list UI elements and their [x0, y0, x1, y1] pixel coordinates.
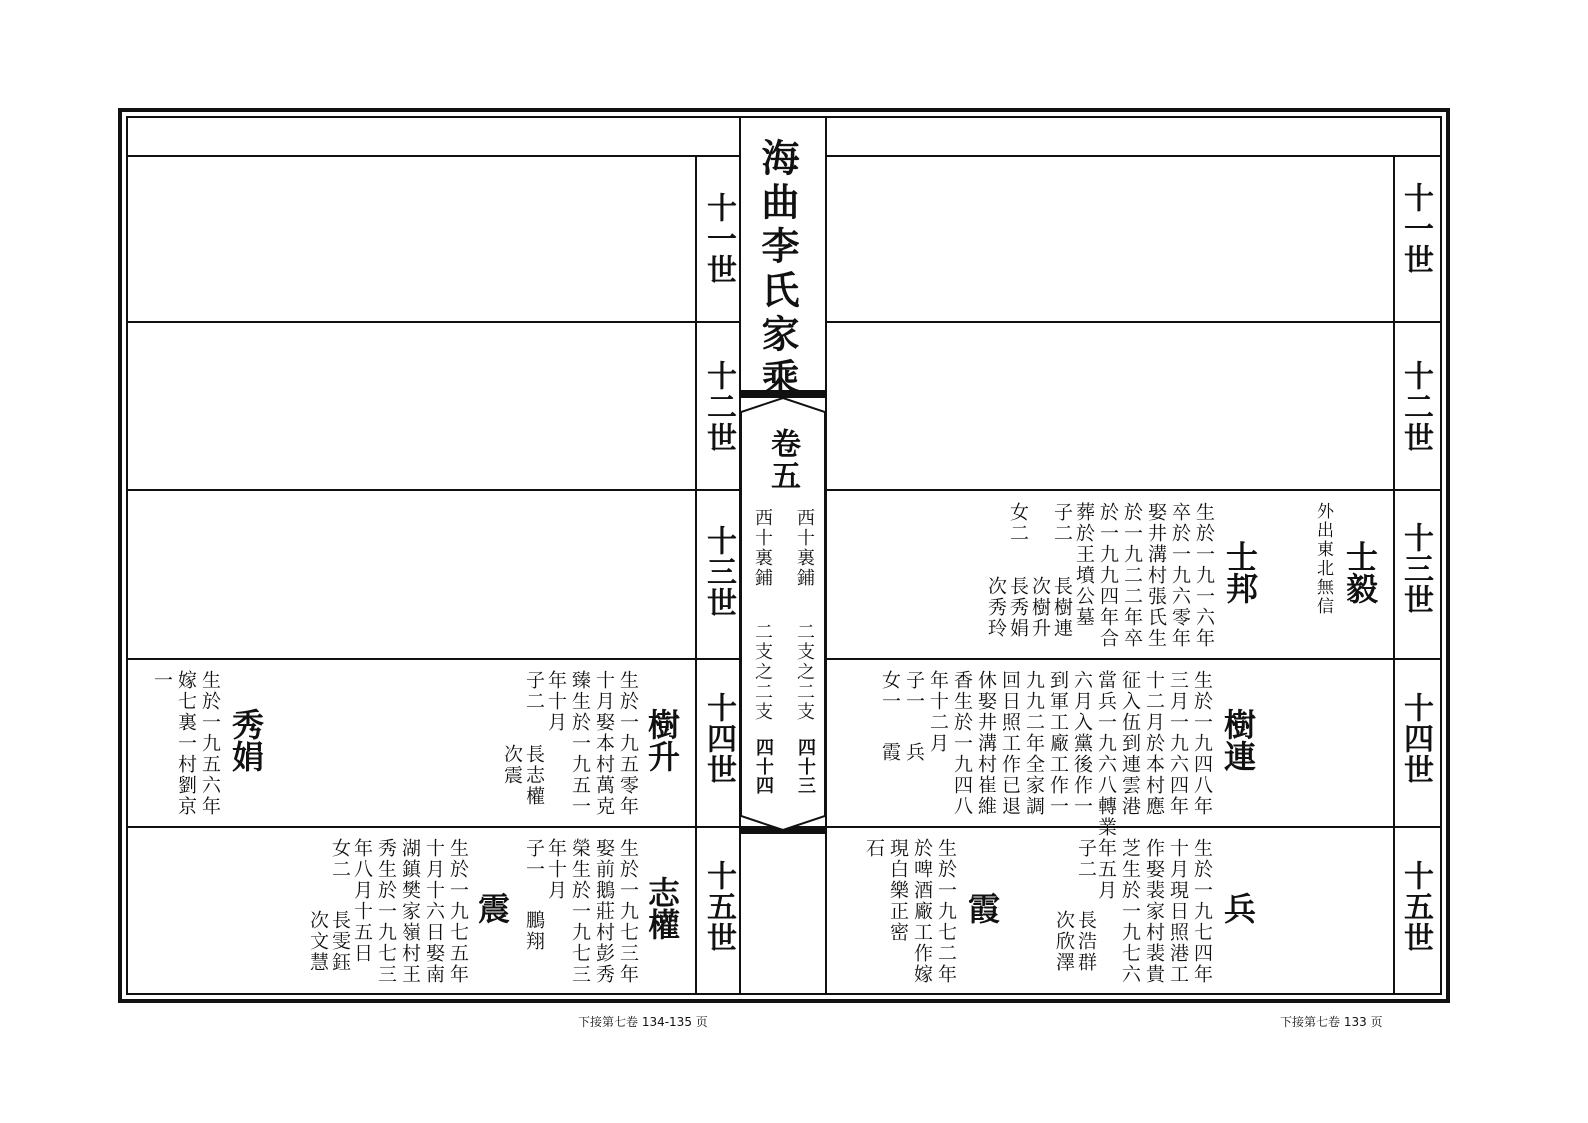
generation-label: 十三世	[701, 525, 736, 618]
bio-line: 作娶裴家村裴貴	[1143, 838, 1165, 985]
bio-line: 於啤酒廠工作嫁	[911, 838, 933, 985]
bio-line: 現白樂正密	[887, 838, 909, 943]
generation-label: 十一世	[701, 192, 736, 285]
divider	[827, 155, 1440, 157]
bio-line: 榮生於一九七三	[569, 838, 591, 985]
generation-label: 十二世	[1398, 360, 1433, 453]
footer-left: 下接第七卷 134-135 页	[578, 1015, 708, 1029]
daughter-entry: 長秀娟	[1007, 576, 1029, 639]
generation-label: 十五世	[1398, 860, 1433, 953]
generation-label: 十五世	[701, 860, 736, 953]
generation-label: 十三世	[1398, 522, 1433, 615]
divider	[827, 321, 1440, 323]
bio-line: 到軍工廠工作一	[1047, 670, 1069, 817]
divider	[1393, 155, 1395, 994]
spine-location-left: 西十裏鋪	[752, 508, 773, 588]
person-name-zhen: 震	[473, 892, 511, 924]
bio-line: 於一九二二年卒	[1121, 502, 1143, 649]
bio-line: 十月十六日娶南	[423, 838, 445, 985]
person-name-zhiquan: 志權	[643, 876, 681, 940]
bio-line: 生於一九七五年	[447, 838, 469, 985]
divider	[127, 826, 741, 828]
son-label: 子一	[523, 838, 545, 880]
generation-label: 十四世	[701, 692, 736, 785]
bio-line: 當兵一九六八轉業	[1095, 670, 1117, 838]
daughter-entry: 長雯鈺	[329, 910, 351, 973]
sons-label: 子二	[1051, 502, 1073, 544]
divider	[827, 489, 1440, 491]
bio-line: 於一九九四年合	[1097, 502, 1119, 649]
generation-label: 十四世	[1398, 692, 1433, 785]
spine-location-right: 西十裏鋪	[794, 508, 815, 588]
bio-line: 生於一九五零年	[617, 670, 639, 817]
son-entry: 次樹升	[1029, 576, 1051, 639]
spine-page-right: 四十三	[795, 738, 816, 795]
bio-line: 生於一九四八年	[1191, 670, 1213, 817]
daughters-label: 女二	[329, 838, 351, 880]
sons-label: 子二	[523, 670, 545, 712]
bio-line: 年十月	[545, 670, 567, 733]
bio-line: 娶前鵝莊村彭秀	[593, 838, 615, 985]
son-entry: 長志權	[523, 744, 545, 807]
spine-branch-left: 二支之二支	[752, 622, 773, 722]
divider	[827, 826, 1440, 828]
daughters-label: 女二	[1007, 502, 1029, 544]
bio-line: 十月現日照港工	[1167, 838, 1189, 985]
bio-line: 九九二年全家調	[1023, 670, 1045, 817]
bio-line: 石	[863, 838, 885, 859]
person-note: 外出東北無信	[1313, 502, 1333, 616]
daughter-entry: 次文慧	[307, 910, 329, 973]
bio-line: 秀生於一九七三	[375, 838, 397, 985]
spine-branch-right: 二支之二支	[794, 622, 815, 722]
divider	[695, 155, 697, 994]
person-name-shusheng: 樹升	[643, 708, 681, 772]
divider	[127, 155, 741, 157]
spine-page-left: 四十四	[753, 738, 774, 795]
bio-line: 十二月於本村應	[1143, 670, 1165, 817]
divider	[827, 658, 1440, 660]
person-name-xia: 霞	[963, 892, 1001, 924]
divider	[127, 658, 741, 660]
bio-line: 一	[151, 670, 173, 691]
generation-label: 十一世	[1398, 182, 1433, 275]
bio-line: 卒於一九六零年	[1169, 502, 1191, 649]
generation-label: 十二世	[701, 360, 736, 453]
bio-line: 年十二月	[927, 670, 949, 754]
bio-line: 年八月十五日	[351, 838, 373, 964]
book-title: 海曲李氏家乘	[755, 138, 800, 402]
daughter-entry: 霞	[879, 742, 901, 763]
daughter-label: 女一	[879, 670, 901, 712]
bio-line: 生於一九七四年	[1191, 838, 1213, 985]
bio-line: 休娶井溝村崔維	[975, 670, 997, 817]
bio-line: 葬於王墳公墓	[1073, 502, 1095, 628]
person-name-shulian: 樹連	[1219, 708, 1257, 772]
bio-line: 臻生於一九五一	[569, 670, 591, 817]
bio-line: 十月娶本村萬克	[593, 670, 615, 817]
daughter-entry: 次秀玲	[985, 576, 1007, 639]
divider	[825, 117, 827, 994]
son-entry: 鵬翔	[523, 910, 545, 952]
son-label: 子一	[903, 670, 925, 712]
divider	[127, 489, 741, 491]
son-entry: 長樹連	[1051, 576, 1073, 639]
bio-line: 年十月	[545, 838, 567, 901]
person-name-xiujuan: 秀娟	[227, 708, 265, 772]
son-entry: 長浩群	[1075, 910, 1097, 973]
bio-line: 嫁七裏一村劉京	[175, 670, 197, 817]
sons-label: 子二	[1075, 838, 1097, 880]
volume-label: 卷五	[765, 428, 800, 492]
bio-line: 生於一九五六年	[199, 670, 221, 817]
person-name-shiyi: 士毅	[1341, 540, 1379, 604]
bio-line: 芝生於一九七六	[1119, 838, 1141, 985]
bio-line: 娶井溝村張氏生	[1145, 502, 1167, 649]
son-entry: 次震	[501, 744, 523, 786]
bio-line: 征入伍到連雲港	[1119, 670, 1141, 817]
divider	[127, 321, 741, 323]
bio-line: 年五月	[1095, 838, 1117, 901]
bio-line: 回日照工作已退	[999, 670, 1021, 817]
son-entry: 次欣澤	[1053, 910, 1075, 973]
bio-line: 三月一九六四年	[1167, 670, 1189, 817]
bio-line: 生於一九一六年	[1193, 502, 1215, 649]
bio-line: 生於一九七三年	[617, 838, 639, 985]
footer-right: 下接第七卷 133 页	[1280, 1015, 1383, 1029]
bio-line: 湖鎮樊家嶺村王	[399, 838, 421, 985]
person-name-shibang: 士邦	[1221, 540, 1259, 604]
bio-line: 生於一九七二年	[935, 838, 957, 985]
son-entry: 兵	[903, 742, 925, 763]
bio-line: 六月入黨後作一	[1071, 670, 1093, 817]
person-name-bing: 兵	[1219, 892, 1257, 924]
bio-line: 香生於一九四八	[951, 670, 973, 817]
